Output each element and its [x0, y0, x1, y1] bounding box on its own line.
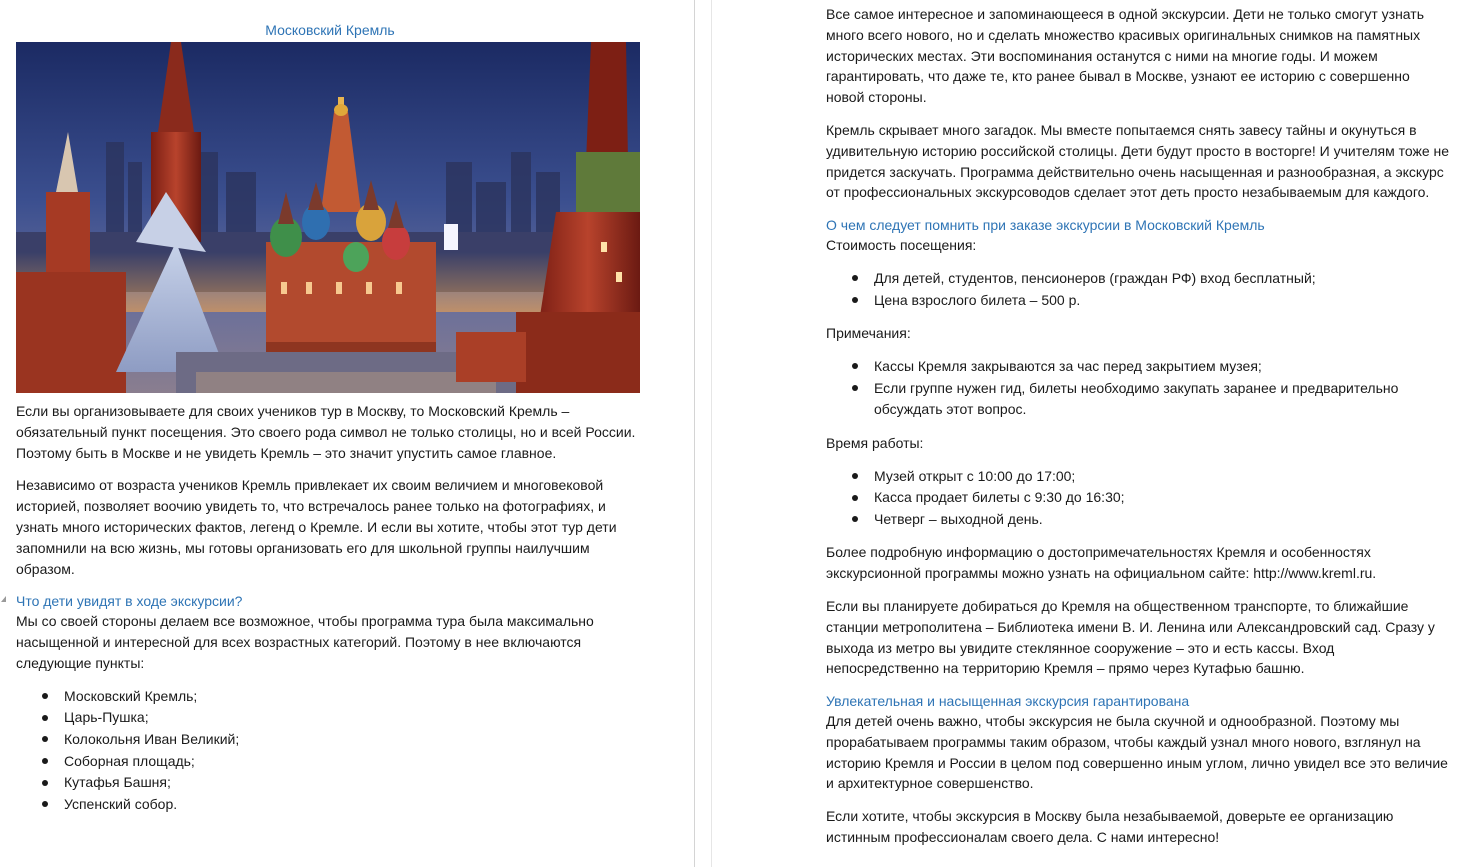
list-item: Успенский собор. — [64, 794, 644, 816]
paragraph-interesting: Все самое интересное и запоминающееся в одной экскурсии. Дети не только смогут узнать много всего нового, но и сделать множество красивых оригинальных снимков на памятных исторических местах. Эти воспоминания останутся с ними на многие годы. И можем гарантировать, что даже те, кто ранее бывал в Москве, узнают ее историю с совершенно новой стороны. — [826, 6, 1424, 106]
list-item: Для детей, студентов, пенсионеров (граждан РФ) вход бесплатный; — [874, 268, 1451, 290]
hours-label: Время работы: — [826, 434, 924, 451]
list-item: Московский Кремль; — [64, 686, 644, 708]
document-title: Московский Кремль — [265, 22, 395, 38]
document-page-right — [712, 0, 1458, 867]
page-separator — [694, 0, 712, 867]
hours-list — [826, 466, 1451, 531]
list-item: Колокольня Иван Великий; — [64, 729, 644, 751]
paragraph-children: Для детей очень важно, чтобы экскурсия не была скучной и однообразной. Поэтому мы прорабатываем программы таким образом, чтобы каждый узнал много нового, взглянул на историю Кремля и России в целом под совершенно иным углом, лично увидел все это величие и архитектурное совершенство. — [826, 713, 1448, 792]
list-item: Соборная площадь; — [64, 751, 644, 773]
page-content — [826, 4, 1451, 860]
section-heading-what-see — [16, 591, 644, 611]
notes-list — [826, 356, 1451, 421]
list-item: Четверг – выходной день. — [874, 509, 1451, 531]
list-item: Кутафья Башня; — [64, 772, 644, 794]
document-page-left — [0, 0, 690, 867]
list-item: Если группе нужен гид, билеты необходимо закупать заранее и предварительно обсуждать этот вопрос. — [874, 378, 1451, 421]
paragraph-intro: Если вы организовываете для своих учеников тур в Москву, то Московский Кремль – обязательный пункт посещения. Это своего рода символ не только столицы, но и всей России. Поэтому быть в Москве и не увидеть Кремль – это значит упустить самое главное. — [16, 403, 636, 461]
list-item: Царь-Пушка; — [64, 707, 644, 729]
paragraph-info: Более подробную информацию о достопримечательностях Кремля и особенностях экскурсионной программы можно узнать на официальном сайте: http://www.kreml.ru. — [826, 544, 1377, 582]
list-item: Цена взрослого билета – 500 р. — [874, 290, 1451, 312]
collapse-triangle-icon[interactable] — [1, 596, 6, 602]
section-heading-guaranteed: Увлекательная и насыщенная экскурсия гарантирована — [826, 693, 1190, 710]
section-heading-text: Что дети увидят в ходе экскурсии? — [16, 593, 243, 610]
kremlin-photo — [16, 42, 640, 393]
list-item: Кассы Кремля закрываются за час перед закрытием музея; — [874, 356, 1451, 378]
section-heading-remember: О чем следует помнить при заказе экскурсии в Московский Кремль — [826, 217, 1265, 234]
paragraph-closing: Если хотите, чтобы экскурсия в Москву была незабываемой, доверьте ее организацию истинным профессионалам своего дела. С нами интересно! — [826, 808, 1394, 846]
cost-label: Стоимость посещения: — [826, 237, 977, 254]
paragraph-program: Мы со своей стороны делаем все возможное, чтобы программа тура была максимально насыщенной и интересной для всех возрастных категорий. Поэтому в нее включаются следующие пункты: — [16, 613, 594, 671]
page-content — [16, 20, 644, 827]
paragraph-age: Независимо от возраста учеников Кремль привлекает их своим величием и многовековой историей, позволяет воочию увидеть то, что встречалось ранее только на фотографиях, и узнать много исторических фактов, легенд о Кремле. И если вы хотите, чтобы этот тур дети запомнили на всю жизнь, мы готовы организовать его для школьной группы наилучшим образом. — [16, 477, 617, 577]
paragraph-transport: Если вы планируете добираться до Кремля на общественном транспорте, то ближайшие станции метрополитена – Библиотека имени В. И. Ленина или Александровский сад. Сразу у выхода из метро вы увидите стеклянное сооружение – это и есть кассы. Вход непосредственно на территорию Кремля – прямо через Кутафью башню. — [826, 597, 1435, 677]
notes-label: Примечания: — [826, 325, 911, 342]
paragraph-mysteries: Кремль скрывает много загадок. Мы вместе попытаемся снять завесу тайны и окунуться в удивительную историю российской столицы. Дети будут просто в восторге! И учителям тоже не придется заскучать. Программа действительно очень насыщенная и разнообразная, а экскурс от профессиональных экскурсоводов сделает этот деть просто незабываемым для каждого. — [826, 121, 1450, 201]
list-item: Музей открыт с 10:00 до 17:00; — [874, 466, 1451, 488]
list-item: Касса продает билеты с 9:30 до 16:30; — [874, 487, 1451, 509]
cost-list — [826, 268, 1451, 311]
sights-list — [16, 686, 644, 816]
